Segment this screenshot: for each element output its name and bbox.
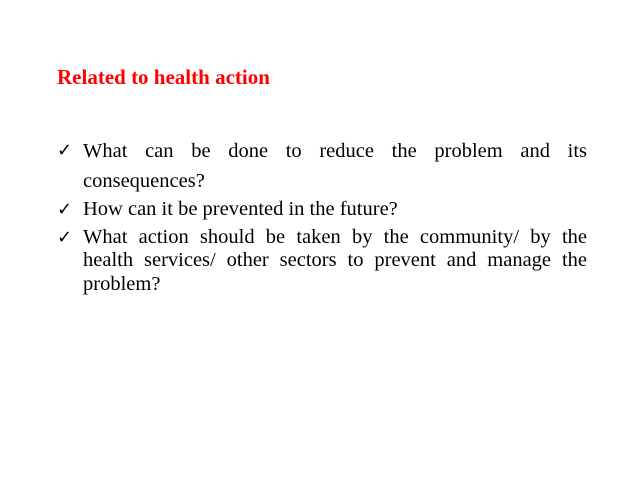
bullet-text: What action should be taken by the community/ by the health services/ other sectors to prevent and manage the problem?: [83, 225, 587, 295]
bullet-text: How can it be prevented in the future?: [83, 198, 398, 220]
list-item: [57, 226, 587, 297]
slide-heading: Related to health action: [57, 65, 270, 89]
check-mark-icon: ✓: [57, 140, 73, 161]
list-item: [57, 136, 587, 196]
check-mark-icon: ✓: [57, 226, 73, 248]
bullet-list: [57, 136, 587, 296]
bullet-text: What can be done to reduce the problem and its consequences?: [83, 140, 587, 192]
check-mark-icon: ✓: [57, 199, 73, 220]
list-item: [57, 198, 587, 222]
